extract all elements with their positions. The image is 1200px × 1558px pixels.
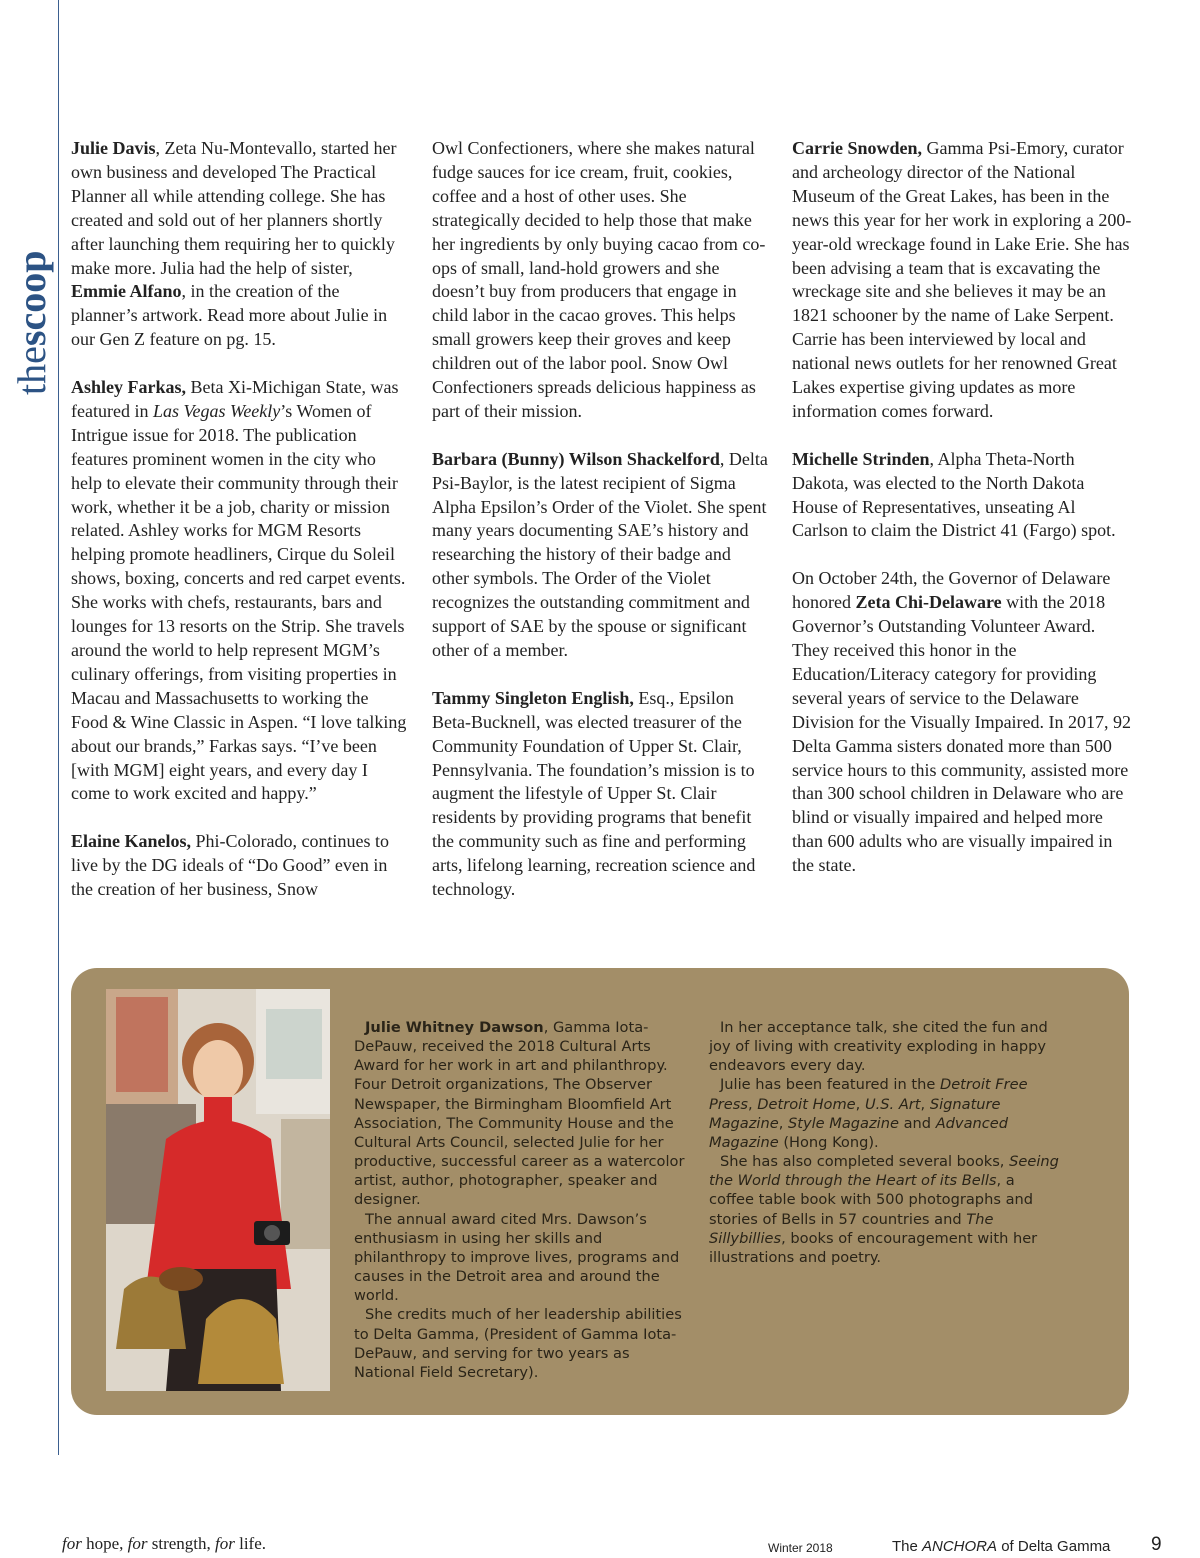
column-2 xyxy=(432,137,772,926)
portrait-illustration xyxy=(106,989,330,1391)
feature-para-4: In her acceptance talk, she cited the fun and joy of living with creativity exploding in happy endeavors every day. xyxy=(709,1019,1048,1075)
feature-para-1: Julie Whitney Dawson, Gamma Iota-DePauw, received the 2018 Cultural Arts Award for her work in art and philanthropy. Four Detroit organizations, The Observer Newspaper, the Birmingham Bloomfield Art Association, The Community House and the Cultural Arts Council, selected Julie for her productive, successful career as a watercolor artist, author, photographer, speaker and designer. xyxy=(354,1019,685,1209)
feature-para-2: The annual award cited Mrs. Dawson’s enthusiasm in using her skills and philanthropy to improve lives, programs and causes in the Detroit area and around the world. xyxy=(354,1210,680,1305)
footer-issue: Winter 2018 xyxy=(768,1541,833,1555)
footer-tagline: for hope, for strength, for life. xyxy=(62,1534,267,1553)
section-label-prefix: the xyxy=(9,346,54,395)
item-zeta-chi-delaware: On October 24th, the Governor of Delaware honored Zeta Chi-Delaware with the 2018 Governor’s Outstanding Volunteer Award. They received this honor in the Education/Literacy category for providing several years of service to the Delaware Division for the Visually Impaired. In 2017, 92 Delta Gamma sisters donated more than 500 service hours to this community, assisted more than 300 school children in Delaware who are blind or visually impaired and helped more than 600 adults who are visually impaired in the state. xyxy=(792,568,1132,876)
feature-text-col-1 xyxy=(354,1018,690,1382)
margin-rule xyxy=(58,0,59,1455)
item-michelle-strinden: Michelle Strinden, Alpha Theta-North Dakota, was elected to the North Dakota House of Representatives, unseating Al Carlson to claim the District 41 (Fargo) spot. xyxy=(792,448,1116,541)
feature-para-6: She has also completed several books, Seeing the World through the Heart of its Bells, a coffee table book with 500 photographs and stories of Bells in 57 countries and The Sillybillies, books of encouragement with her illustrations and poetry. xyxy=(709,1153,1059,1266)
section-label xyxy=(10,245,54,395)
feature-box xyxy=(71,968,1129,1415)
page-number: 9 xyxy=(1151,1534,1162,1555)
item-elaine-kanelos: Elaine Kanelos, Phi-Colorado, continues to live by the DG ideals of “Do Good” even in the creation of her business, Snow xyxy=(71,831,389,900)
item-barbara-shackelford: Barbara (Bunny) Wilson Shackelford, Delta Psi-Baylor, is the latest recipient of Sigma Alpha Epsilon’s Order of the Violet. She spent many years documenting SAE’s history and researching the history of their badge and other symbols. The Order of the Violet recognizes the outstanding commitment and support of SAE by the spouse or significant other of a member. xyxy=(432,448,768,661)
item-carrie-snowden: Carrie Snowden, Gamma Psi-Emory, curator and archeology director of the National Museum of the Great Lakes, has been in the news this year for her work in exploring a 200-year-old wreckage found in Lake Erie. She has been advising a team that is excavating the wreckage site and she believes it may be an 1821 schooner by the name of Lake Serpent. Carrie has been interviewed by local and national news outlets for her renowned Great Lakes expertise giving updates as more information comes forward. xyxy=(792,138,1132,421)
portrait-photo xyxy=(106,989,330,1391)
column-1 xyxy=(71,137,407,926)
item-julie-davis: Julie Davis, Zeta Nu-Montevallo, started her own business and developed The Practical Planner all while attending college. She has created and sold out of her planners shortly after launching them requiring her to quickly make more. Julia had the help of sister, Emmie Alfano, in the creation of the planner’s artwork. Read more about Julie in our Gen Z feature on pg. 15. xyxy=(71,138,397,350)
item-ashley-farkas: Ashley Farkas, Beta Xi-Michigan State, was featured in Las Vegas Weekly’s Women of Intrigue issue for 2018. The publication features prominent women in the city who help to elevate their community through their work, whether it be a job, charity or mission related. Ashley works for MGM Resorts helping promote headliners, Cirque du Soleil shows, boxing, concerts and red carpet events. She works with chefs, restaurants, bars and lounges for 13 resorts on the Strip. She travels around the world to help represent MGM’s culinary offerings, from visiting properties in Macau and Massachusetts to working the Food & Wine Classic in Aspen. “I love talking about our brands,” Farkas says. “I’ve been [with MGM] eight years, and every day I come to work excited and happy.” xyxy=(71,377,407,804)
column-3 xyxy=(792,137,1132,902)
footer-magazine-title: The ANCHORA of Delta Gamma xyxy=(892,1538,1111,1555)
section-label-main: scoop xyxy=(9,250,54,347)
feature-para-3: She credits much of her leadership abilities to Delta Gamma, (President of Gamma Iota-DePauw, and serving for two years as National Field Secretary). xyxy=(354,1306,682,1381)
feature-para-5: Julie has been featured in the Detroit Free Press, Detroit Home, U.S. Art, Signature Magazine, Style Magazine and Advanced Magazine (Hong Kong). xyxy=(709,1076,1028,1151)
item-tammy-english: Tammy Singleton English, Esq., Epsilon Beta-Bucknell, was elected treasurer of the Community Foundation of Upper St. Clair, Pennsylvania. The foundation’s mission is to augment the lifestyle of Upper St. Clair residents by providing programs that benefit the community such as fine and performing arts, lifelong learning, recreation science and technology. xyxy=(432,687,756,900)
item-snow-owl: Owl Confectioners, where she makes natural fudge sauces for ice cream, fruit, cookies, coffee and a host of other uses. She strategically decided to help those that make her ingredients by only buying cacao from co-ops of small, land-hold growers and she doesn’t buy from producers that engage in child labor in the cacao groves. This helps small growers keep their groves and keep children out of the labor pool. Snow Owl Confectioners spreads delicious happiness as part of their mission. xyxy=(432,138,766,421)
feature-text-col-2 xyxy=(709,1018,1059,1267)
